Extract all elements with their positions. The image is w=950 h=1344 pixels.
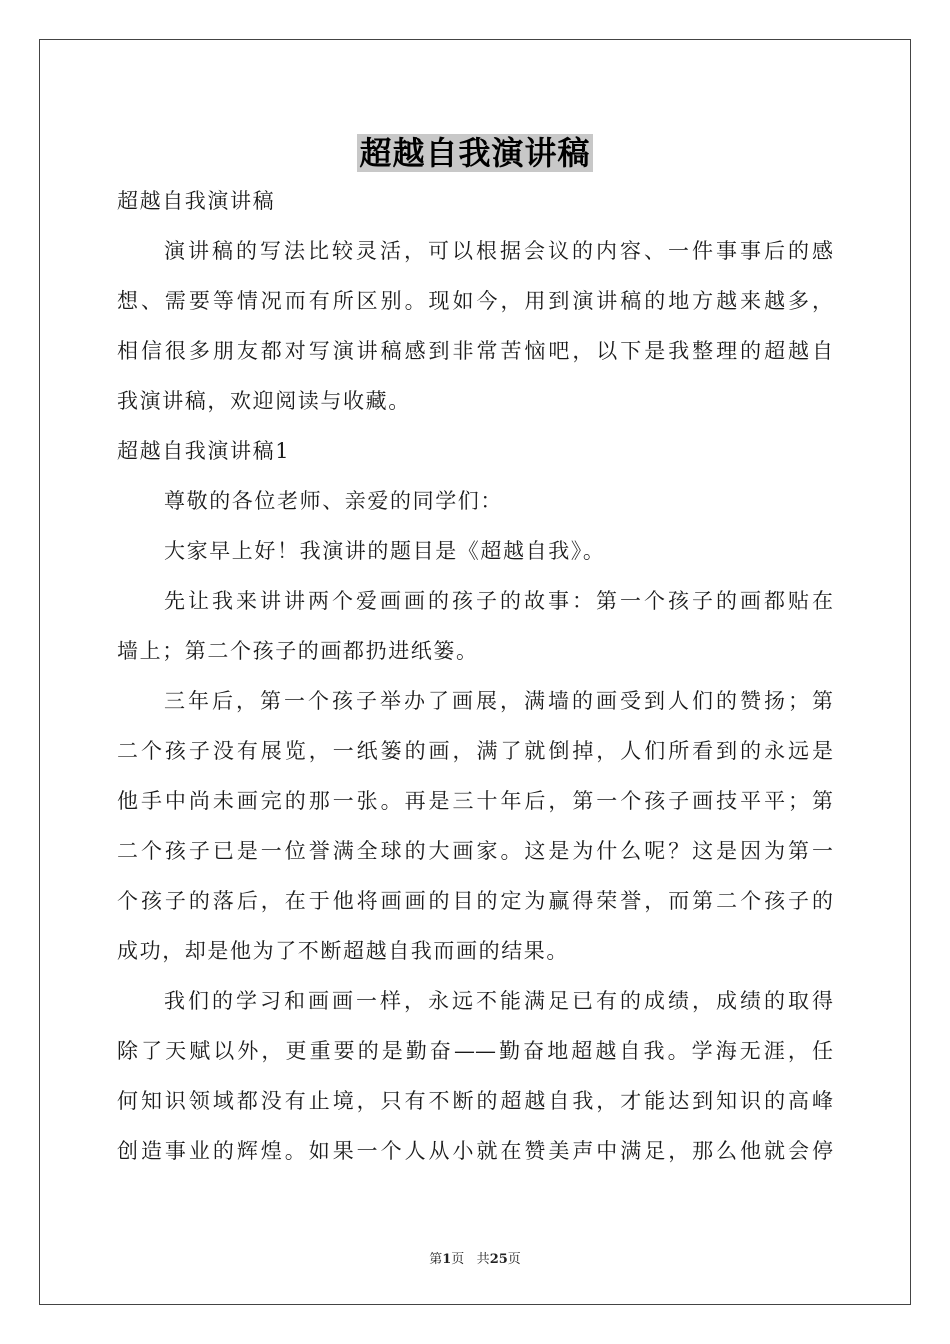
page-footer [0, 1248, 950, 1267]
text-line: 相信很多朋友都对写演讲稿感到非常苦恼吧，以下是我整理的超越自 [117, 339, 833, 363]
document-body [117, 176, 833, 1176]
text-line: 三年后，第一个孩子举办了画展，满墙的画受到人们的赞扬；第 [164, 689, 833, 713]
text-line: 何知识领域都没有止境，只有不断的超越自我，才能达到知识的高峰 [117, 1089, 833, 1113]
text-line: 尊敬的各位老师、亲爱的同学们： [164, 489, 503, 513]
document-title-wrap [0, 128, 950, 174]
document-title: 超越自我演讲稿 [359, 134, 591, 172]
footer-page-number: 1 [442, 1252, 452, 1267]
text-line: 我演讲稿，欢迎阅读与收藏。 [117, 389, 411, 413]
text-line: 他手中尚未画完的那一张。再是三十年后，第一个孩子画技平平；第 [117, 789, 833, 813]
text-line: 超越自我演讲稿1 [117, 439, 291, 463]
footer-page-suffix: 页 [451, 1252, 465, 1267]
footer-total-pages: 25 [489, 1252, 508, 1267]
text-line: 演讲稿的写法比较灵活，可以根据会议的内容、一件事事后的感 [164, 239, 833, 263]
text-line: 二个孩子没有展览，一纸篓的画，满了就倒掉，人们所看到的永远是 [117, 739, 833, 763]
text-line: 我们的学习和画画一样，永远不能满足已有的成绩，成绩的取得 [164, 989, 833, 1013]
text-line: 二个孩子已是一位誉满全球的大画家。这是为什么呢？这是因为第一 [117, 839, 833, 863]
text-line: 大家早上好！我演讲的题目是《超越自我》。 [164, 539, 606, 563]
footer-total-suffix: 页 [507, 1252, 521, 1267]
text-line: 想、需要等情况而有所区别。现如今，用到演讲稿的地方越来越多， [117, 289, 833, 313]
text-line: 墙上；第二个孩子的画都扔进纸篓。 [117, 639, 479, 663]
text-line: 创造事业的辉煌。如果一个人从小就在赞美声中满足，那么他就会停 [117, 1139, 833, 1163]
text-line: 除了天赋以外，更重要的是勤奋——勤奋地超越自我。学海无涯，任 [117, 1039, 833, 1063]
footer-page-prefix: 第 [429, 1252, 443, 1267]
text-line: 先让我来讲讲两个爱画画的孩子的故事：第一个孩子的画都贴在 [164, 589, 833, 613]
text-line: 成功，却是他为了不断超越自我而画的结果。 [117, 939, 569, 963]
footer-total-prefix: 共 [476, 1252, 490, 1267]
text-line: 超越自我演讲稿 [117, 189, 276, 213]
text-line: 个孩子的落后，在于他将画画的目的定为赢得荣誉，而第二个孩子的 [117, 889, 833, 913]
